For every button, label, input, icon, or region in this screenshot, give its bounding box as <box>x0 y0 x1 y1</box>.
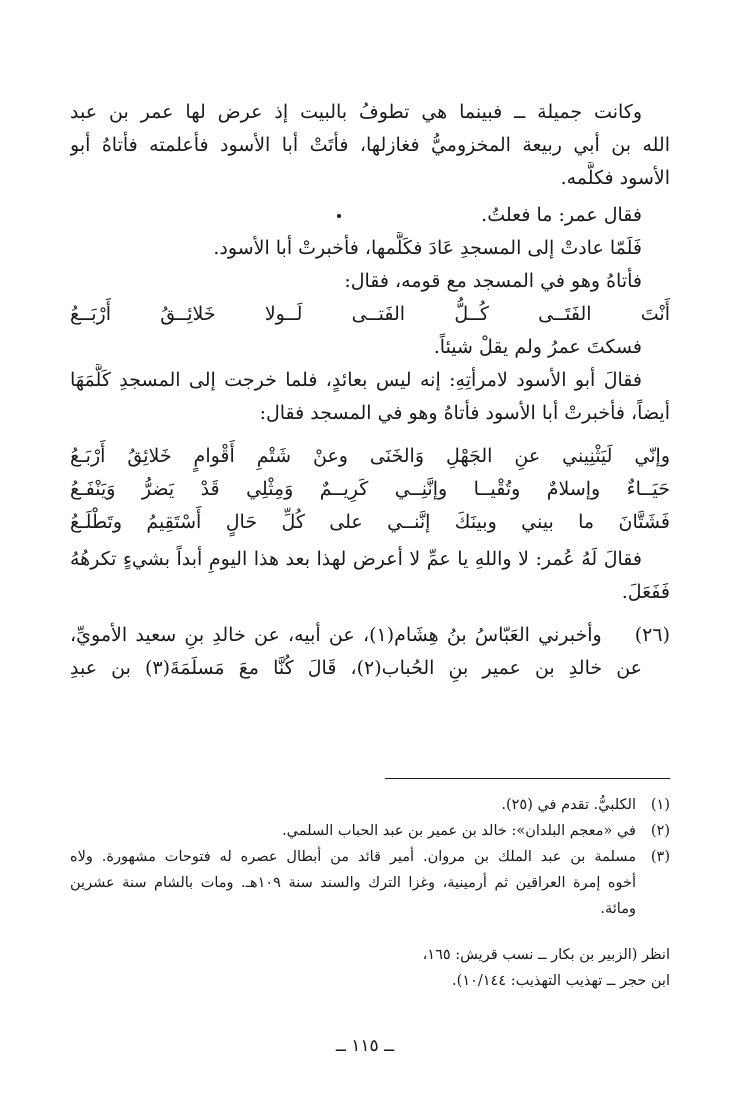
poem-verse: وإنّي لَيَثْنِيني عنِ الجَهْلِ وَالخَنَى وعنْ شَتْمِ أَقْوامٍ خَلائِقُ أَرْبَـعُ <box>70 445 670 467</box>
text-line: أيضاً، فأخبرتْ أبا الأسود فأتاهُ وهو في المسجد فقال: <box>259 402 670 424</box>
poem-verse: فَشَتَّانَ ما بيني وبينَكَ إنَّنــي على كُلِّ حَالٍ أَسْتَقِيمُ وتَطْلَـعُ <box>70 511 670 533</box>
main-text <box>70 96 670 685</box>
section-text: وأخبرني العَبّاسُ بنُ هِشَام(١)، عن أبيه، عن خالدِ بنِ سعيد الأمويِّ، <box>70 624 602 646</box>
poem-verse: حَيَــاءٌ وإسلامٌ وتُقْيــا وإنَّنِــي كَرِيــمٌ وَمِثْلِي قَدْ يَضرُّ وَيَنْفَـعُ <box>70 478 670 500</box>
reference-line: انظر (الزبير بن بكار ــ نسب قريش: ١٦٥، <box>422 947 670 963</box>
footnote <box>70 792 670 818</box>
section-first-line <box>70 619 670 652</box>
text-line: الأسود فكلَّمه. <box>560 167 670 189</box>
text-line: فسكتَ عمرُ ولم يقلْ شيئاً. <box>433 336 642 358</box>
footnote <box>70 844 670 922</box>
footnote-line: أخوه إمرة العراقين ثم أرمينية، وغزا الترك والسند سنة ١٠٩هـ. ومات بالشام سنة عشرين <box>70 875 636 891</box>
footnote <box>70 818 670 844</box>
verse-line: أَنْتَ الفَتَــى كُــلُّ الفَتــى لَــولا خَلائِــقُ أَرْبَــعُ <box>70 303 670 325</box>
section-number: (٢٦) <box>634 624 670 646</box>
footnote-number: (٣) <box>650 849 670 865</box>
reference-line: ابن حجر ــ تهذيب التهذيب: ١٠/١٤٤). <box>452 973 670 989</box>
page-number: ــ ١١٥ ــ <box>335 1036 395 1056</box>
footnote-number: (٢) <box>650 823 670 839</box>
text-line: عن خالدِ بن عمير بنِ الحُباب(٢)، قَالَ كُنَّا معَ مَسلَمَةَ(٣) بن عبدِ <box>70 657 642 679</box>
text-line: فَلَمّا عادتْ إلى المسجدِ عَادَ فكَلَّمها، فأخبرتْ أبا الأسود. <box>213 237 642 259</box>
references <box>70 942 670 994</box>
text-line: الله بن أبي ربيعة المخزوميُّ فغازلها، فأتَتْ أبا الأسود فأعلمته فأتاهُ أبو <box>70 134 670 156</box>
footnote-number: (١) <box>650 797 670 813</box>
text-line: فأتاهُ وهو في المسجد مع قومه، فقال: <box>344 270 642 292</box>
text-line: فَفَعَلَ. <box>621 581 670 603</box>
ink-dot <box>337 214 341 218</box>
text-line: وكانت جميلة ــ فبينما هي تطوفُ بالبيت إذ عرض لها عمر بن عبد <box>70 101 642 123</box>
footnote-line: الكلبيُّ. تقدم في (٢٥). <box>501 797 636 813</box>
footnote-line: مسلمة بن عبد الملك بن مروان. أمير قائد من أبطال عصره له فتوحات مشهورة. ولاه <box>70 849 636 865</box>
footnote-line: في «معجم البلدان»: خالد بن عمير بن عبد الحباب السلمي. <box>282 823 636 839</box>
footnotes <box>70 792 670 922</box>
text-line: فقالَ لَهُ عُمر: لا واللهِ يا عمِّ لا أعرض لهذا بعد هذا اليومِ أبداً بشيءٍ تكرهُهُ <box>70 548 642 570</box>
footnote-separator <box>385 778 670 779</box>
text-line: فقالَ أبو الأسود لامرأتِهِ: إنه ليس بعائدٍ، فلما خرجت إلى المسجدِ كَلَّمَهَا <box>70 369 642 391</box>
text-line: فقال عمر: ما فعلتُ. <box>481 204 642 226</box>
footnote-line: ومائة. <box>600 901 636 917</box>
